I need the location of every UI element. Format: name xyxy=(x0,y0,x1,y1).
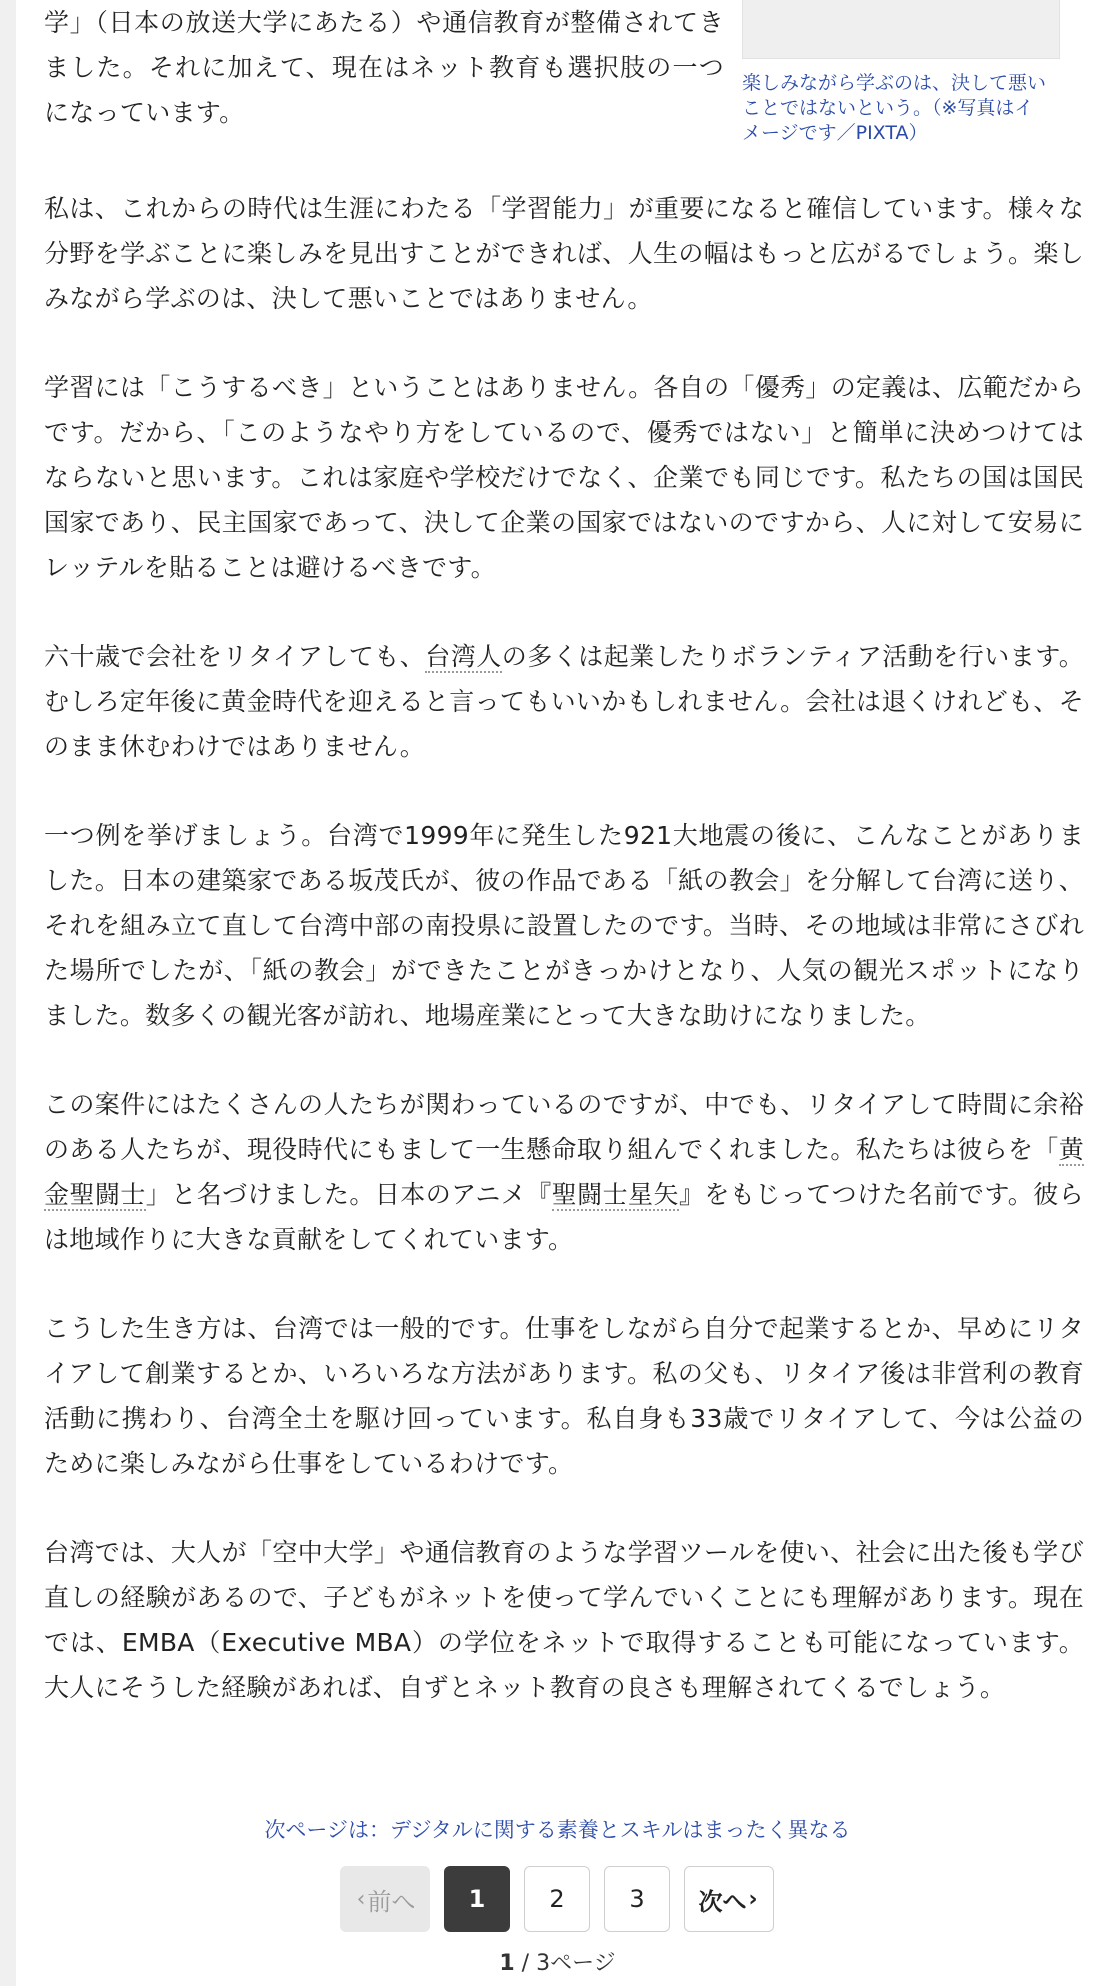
next-page-link[interactable]: 次ページは：デジタルに関する素養とスキルはまったく異なる xyxy=(264,1818,851,1842)
paragraph-3 xyxy=(44,634,1084,769)
paragraph-4: 一つ例を挙げましょう。台湾で1999年に発生した921大地震の後に、こんなことがありました。日本の建築家である坂茂氏が、彼の作品である「紙の教会」を分解して台湾に送り、それを組み立て直して台湾中部の南投県に設置したのです。当時、その地域は非常にさびれた場所でしたが、「紙の教会」ができたことがきっかけとなり、人気の観光スポットになりました。数多くの観光客が訪れ、地場産業にとって大きな助けになりました。 xyxy=(44,821,1084,1030)
paragraph-1: 私は、これからの時代は生涯にわたる「学習能力」が重要になると確信しています。様々な分野を学ぶことに楽しみを見出すことができれば、人生の幅はもっと広がるでしょう。楽しみながら学ぶのは、決して悪いことではありません。 xyxy=(44,194,1084,313)
pagination xyxy=(340,1866,774,1932)
article-photo xyxy=(742,0,1060,59)
chevron-right-icon: › xyxy=(748,1886,758,1912)
page-button-2[interactable]: 2 xyxy=(524,1866,590,1932)
prev-label: 前へ xyxy=(367,1887,416,1916)
paragraph-3-text-a: 六十歳で会社をリタイアしても、 xyxy=(44,642,426,671)
photo-caption: 楽しみながら学ぶのは、決して悪いことではないという。（※写真はイメージです／PIXTA） xyxy=(742,72,1047,144)
paragraph-5-text-a: この案件にはたくさんの人たちが関わっているのですが、中でも、リタイアして時間に余裕のある人たちが、現役時代にもまして一生懸命取り組んでくれました。私たちは彼らを「 xyxy=(44,1090,1084,1164)
page-button-1[interactable]: 1 xyxy=(444,1866,510,1932)
article-body xyxy=(44,186,1084,1754)
paragraph-5-text-c: 』をもじってつけた名前です。彼らは地域作りに大きな貢献をしてくれています。 xyxy=(44,1180,1084,1254)
paragraph-5-text-b: 」と名づけました。日本のアニメ『 xyxy=(145,1180,552,1209)
prev-page-button[interactable] xyxy=(340,1866,430,1932)
lead-paragraph: 学」（日本の放送大学にあたる）や通信教育が整備されてきました。それに加えて、現在はネット教育も選択肢の一つになっています。 xyxy=(44,8,724,127)
total-pages-text: / 3ページ xyxy=(514,1951,616,1976)
paragraph-2: 学習には「こうするべき」ということはありません。各自の「優秀」の定義は、広範だからです。だから、「このようなやり方をしているので、優秀ではない」と簡単に決めつけてはならないと思います。これは家庭や学校だけでなく、企業でも同じです。私たちの国は国民国家であり、民主国家であって、決して企業の国家ではないのですから、人に対して安易にレッテルを貼ることは避けるべきです。 xyxy=(44,373,1084,582)
chevron-left-icon: ‹ xyxy=(356,1886,366,1912)
paragraph-5 xyxy=(44,1082,1084,1262)
paragraph-7: 台湾では、大人が「空中大学」や通信教育のような学習ツールを使い、社会に出た後も学び直しの経験があるので、子どもがネットを使って学んでいくことにも理解があります。現在では、EMBA（Executive MBA）の学位をネットで取得することも可能になっています。大人にそうした経験があれば、自ずとネット教育の良さも理解されてくるでしょう。 xyxy=(44,1538,1084,1702)
next-label: 次へ xyxy=(698,1887,747,1916)
keyword-link-gold-saint[interactable]: 黄金聖闘士 xyxy=(44,1135,1084,1209)
page-button-3[interactable]: 3 xyxy=(604,1866,670,1932)
keyword-link-taiwanese[interactable]: 台湾人 xyxy=(425,642,502,671)
lead-text-block xyxy=(44,0,724,135)
article-figure xyxy=(742,0,1078,146)
current-page-number: 1 xyxy=(499,1951,515,1976)
page-count xyxy=(16,1946,1099,1977)
next-page-button[interactable] xyxy=(684,1866,774,1932)
paragraph-3-text-b: の多くは起業したりボランティア活動を行います。むしろ定年後に黄金時代を迎えると言ってもいいかもしれません。会社は退くけれども、そのまま休むわけではありません。 xyxy=(44,642,1084,761)
article-page xyxy=(16,0,1099,1986)
keyword-link-saint-seiya[interactable]: 聖闘士星矢 xyxy=(551,1180,679,1209)
paragraph-6: こうした生き方は、台湾では一般的です。仕事をしながら自分で起業するとか、早めにリタイアして創業するとか、いろいろな方法があります。私の父も、リタイア後は非営利の教育活動に携わり、台湾全土を駆け回っています。私自身も33歳でリタイアして、今は公益のために楽しみながら仕事をしているわけです。 xyxy=(44,1314,1084,1478)
